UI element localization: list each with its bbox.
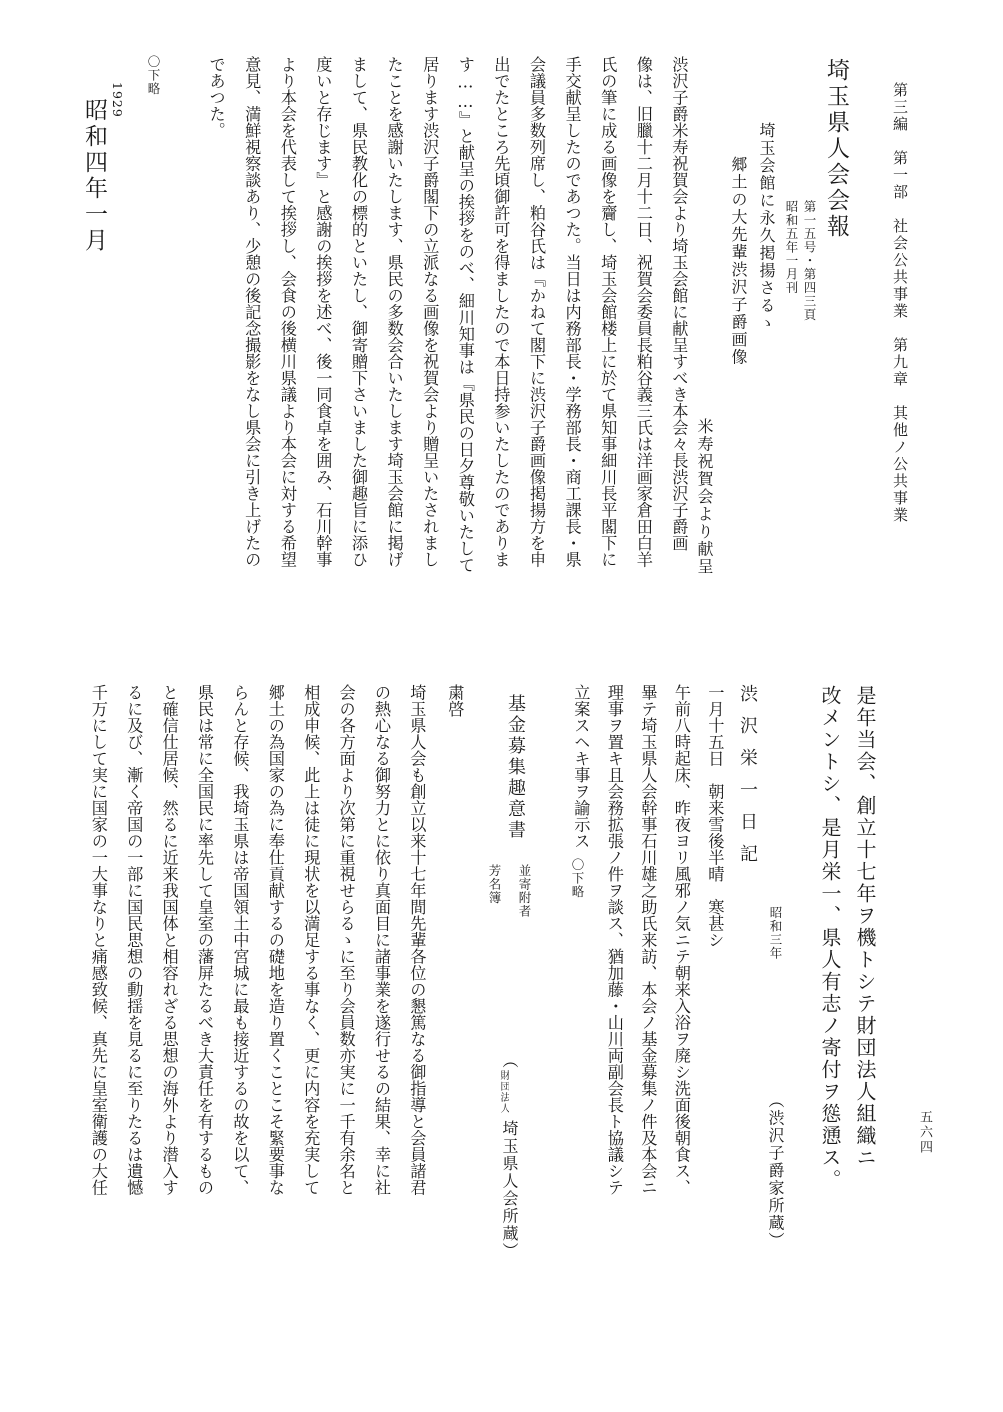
issue-line-1: 第一五号・第四三頁 <box>802 200 817 322</box>
entry-line-1: 是年当会、創立十七年ヲ機トシテ財団法人組織ニ <box>853 685 877 1169</box>
fund-note-1: 並寄附者 <box>517 864 532 918</box>
source-note-2-prefix: 財団法人 <box>498 1070 509 1114</box>
top-body-line: 会議員多数列席し、粕谷氏は『かねて閣下に渋沢子爵画像掲揚方を申 <box>527 56 546 568</box>
top-body-line: す……』と献呈の挨拶をのべ、細川知事は『県民の日夕尊敬いたして <box>455 56 475 574</box>
top-body-line: 像は、旧臘十二月十二日、祝賀会委員長粕谷義三氏は洋画家倉田白羊 <box>633 56 653 568</box>
letter-line: 千万にして実に国家の一大事なりと痛感致候、真先に皇室衛護の大任 <box>88 684 108 1196</box>
letter-line: らんと存候、我埼玉県は帝国領土中宮城に最も接近するの故を以て、 <box>230 684 250 1196</box>
running-head: 第三編 第一部 社会公共事業 第九章 其他ノ公共事業 <box>891 82 909 524</box>
fund-note-2: 芳名簿 <box>487 864 502 905</box>
omit-mark-top: 〇下略 <box>146 55 161 96</box>
diary-line: 一月十五日 朝来雪後半晴 寒甚シ <box>705 684 725 948</box>
top-body-line: より本会を代表して挨拶し、会食の後横川県議より本会に対する希望 <box>277 56 297 568</box>
subtitle-3: 米寿祝賀会より献呈 <box>695 418 714 576</box>
source-note-1: （渋沢子爵家所蔵） <box>766 1092 785 1250</box>
letter-line: 会の各方面より次第に重視せらるゝに至り会員数亦実に一千有余名と <box>336 684 356 1196</box>
subtitle-1: 埼玉会館に永久掲揚さるゝ <box>757 122 776 332</box>
source-note-2-open: （ <box>500 1052 519 1070</box>
letter-line: 相成申候、此上は徒に現状を以満足する事なく、更に内容を充実して <box>301 684 321 1196</box>
top-body-line: 意見、満鮮視察談あり、少憩の後記念撮影をなし県会に引き上げたの <box>242 56 262 568</box>
top-body-line: 居ります渋沢子爵閣下の立派なる画像を祝賀会より贈呈いたされまし <box>420 56 440 568</box>
letter-line: 埼玉県人会も創立以来十七年間先輩各位の懇篤なる御指導と会員諸君 <box>407 684 427 1196</box>
year-western: 1929 <box>110 82 125 118</box>
top-body-line: であつた。 <box>206 56 226 139</box>
diary-year: 昭和三年 <box>768 906 783 960</box>
letter-line: 郷土の為国家の為に奉仕貢献するの礎地を造り置くことこそ緊要事な <box>265 684 285 1196</box>
top-body-line: たことを感謝いたします、県民の多数会合いたします埼玉会館に掲げ <box>384 56 404 568</box>
diary-line: 立案スヘキ事ヲ諭示ス <box>571 684 591 849</box>
top-body-line: まして、県民教化の標的といたし、御寄贈下さいました御趣旨に添ひ <box>349 56 368 568</box>
page-number: 五六四 <box>917 1110 932 1155</box>
salutation: 粛啓 <box>445 684 465 717</box>
entry-line-2: 改メントシ、是月栄一、県人有志ノ寄付ヲ慫慂ス。 <box>818 685 842 1191</box>
top-body-line: 渋沢子爵米寿祝賀会より埼玉会館に献呈すべき本会々長渋沢子爵画 <box>669 56 689 551</box>
diary-title: 渋沢栄一日記 <box>737 684 758 876</box>
subtitle-2: 郷土の大先輩渋沢子爵画像 <box>729 156 748 366</box>
date-heading: 昭和四年一月 <box>81 98 107 254</box>
top-body-line: 度いと存じます』と感謝の挨拶を述べ、後一同食卓を囲み、石川幹事 <box>313 56 333 568</box>
top-body-line: 手交献呈したのであつた。当日は内務部長・学務部長・商工課長・県 <box>562 56 582 568</box>
letter-line: るに及び、漸く帝国の一部に国民思想の動揺を見るに至りたるは遺憾 <box>124 684 144 1196</box>
top-body-line: 出でたところ先頃御許可を得ましたので本日持参いたしたのでありま <box>491 56 511 568</box>
fund-document-title: 基金募集趣意書 <box>505 694 526 841</box>
letter-line: と確信仕居候、然るに近来我国体と相容れざる思想の海外より潜入す <box>159 684 179 1196</box>
letter-line: の熱心なる御努力とに依り真面目に諸事業を遂行せるの結果、幸に社 <box>372 684 391 1196</box>
issue-line-2: 昭和五年一月刊 <box>784 200 799 295</box>
diary-line: 畢テ埼玉県人会幹事石川雄之助氏来訪、本会ノ基金募集ノ件及本会ニ <box>638 684 658 1196</box>
top-body-line: 氏の筆に成る画像を齎し、埼玉会館楼上に於て県知事細川長平閣下に <box>598 56 618 568</box>
newsletter-title: 埼玉県人会会報 <box>823 58 849 240</box>
diary-line: 午前八時起床、昨夜ヨリ風邪ノ気ニテ朝来入浴ヲ廃シ洗面後朝食ス、 <box>671 684 691 1196</box>
diary-line: 理事ヲ置キ且会務拡張ノ件ヲ談ス、猶加藤・山川両副会長ト協議シテ <box>604 684 624 1196</box>
source-note-2: 埼玉県人会所蔵） <box>500 1120 519 1260</box>
diary-omit-mark: 〇下略 <box>570 858 585 899</box>
letter-line: 県民は常に全国民に率先して皇室の藩屏たるべき大責任を有するもの <box>195 684 214 1196</box>
